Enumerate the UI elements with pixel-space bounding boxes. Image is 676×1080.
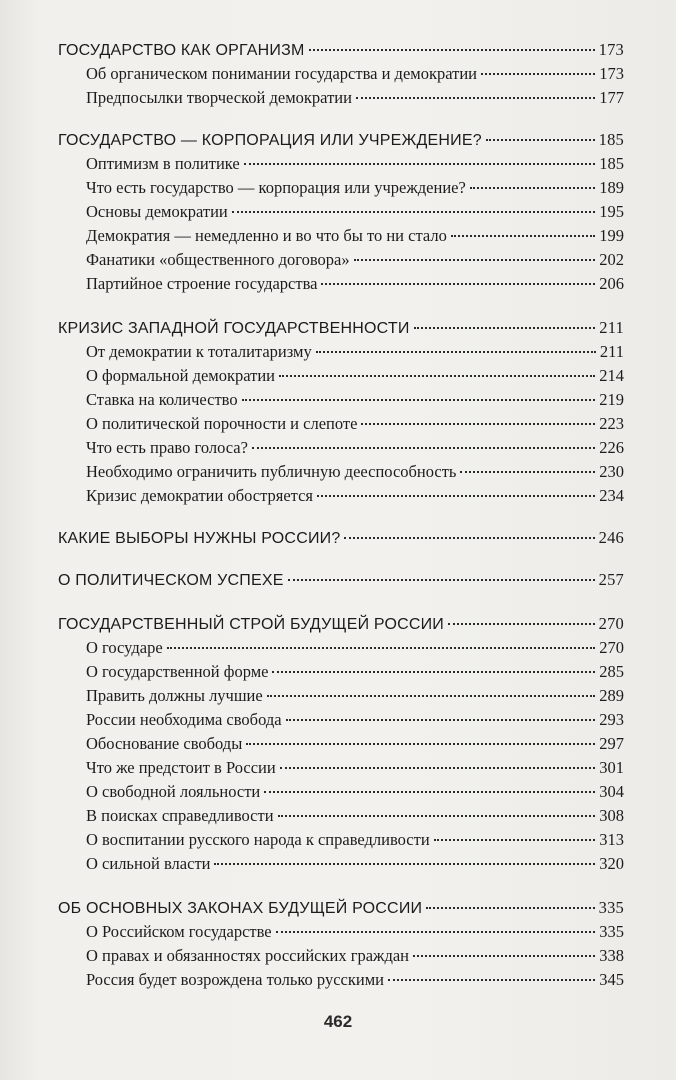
toc-entry-page: 313 bbox=[599, 830, 624, 849]
toc-entry-title: Фанатики «общественного договора» bbox=[86, 250, 350, 269]
toc-entry-page: 177 bbox=[599, 88, 624, 107]
toc-entry-page: 293 bbox=[599, 710, 624, 729]
toc-entry-page: 226 bbox=[599, 438, 624, 457]
toc-entry-title: Предпосылки творческой демократии bbox=[86, 88, 352, 107]
dot-leader bbox=[252, 446, 595, 449]
toc-entry-title: Править должны лучшие bbox=[86, 686, 263, 705]
toc-item-entry bbox=[58, 414, 624, 436]
dot-leader bbox=[309, 48, 595, 51]
toc-entry-page: 185 bbox=[598, 130, 624, 149]
toc-section-entry bbox=[58, 40, 624, 62]
toc-entry-page: 223 bbox=[599, 414, 624, 433]
dot-leader bbox=[214, 862, 595, 865]
dot-leader bbox=[321, 282, 595, 285]
toc-entry-page: 338 bbox=[599, 946, 624, 965]
dot-leader bbox=[286, 718, 596, 721]
toc-entry-title: О Российском государстве bbox=[86, 922, 272, 941]
toc-entry-page: 202 bbox=[599, 250, 624, 269]
toc-entry-page: 257 bbox=[598, 570, 624, 589]
toc-entry-title: От демократии к тоталитаризму bbox=[86, 342, 312, 361]
page-number: 462 bbox=[323, 1012, 353, 1031]
toc-entry-title: Ставка на количество bbox=[86, 390, 238, 409]
dot-leader bbox=[280, 766, 596, 769]
toc-entry-title: КРИЗИС ЗАПАДНОЙ ГОСУДАРСТВЕННОСТИ bbox=[58, 320, 410, 337]
toc-item-entry bbox=[58, 686, 624, 708]
toc-entry-page: 219 bbox=[599, 390, 624, 409]
toc-item-entry bbox=[58, 946, 624, 968]
toc-entry-page: 335 bbox=[599, 922, 624, 941]
toc-entry-title: О формальной демократии bbox=[86, 366, 276, 385]
toc-item-entry bbox=[58, 758, 624, 780]
toc-item-entry bbox=[58, 438, 624, 460]
toc-entry-title: ГОСУДАРСТВО КАК ОРГАНИЗМ bbox=[58, 42, 305, 59]
toc-entry-page: 234 bbox=[599, 486, 624, 505]
toc-entry-page: 270 bbox=[598, 614, 624, 633]
dot-leader bbox=[244, 162, 596, 165]
toc-entry-title: О ПОЛИТИЧЕСКОМ УСПЕХЕ bbox=[58, 572, 284, 589]
toc-entry-page: 304 bbox=[599, 782, 624, 801]
toc-item-entry bbox=[58, 806, 624, 828]
dot-leader bbox=[354, 258, 596, 261]
toc-entry-title: Что же предстоит в России bbox=[86, 758, 276, 777]
toc-entry-page: 195 bbox=[599, 202, 624, 221]
toc-item-entry bbox=[58, 922, 624, 944]
toc-item-entry bbox=[58, 366, 624, 388]
toc-entry-page: 189 bbox=[599, 178, 624, 197]
toc-item-entry bbox=[58, 854, 624, 876]
toc-entry-title: О свободной лояльности bbox=[86, 782, 261, 801]
toc-entry-page: 289 bbox=[599, 686, 624, 705]
toc-entry-page: 335 bbox=[598, 898, 624, 917]
toc-entry-page: 297 bbox=[599, 734, 624, 753]
toc-entry-page: 173 bbox=[598, 40, 624, 59]
dot-leader bbox=[344, 536, 594, 539]
toc-item-entry bbox=[58, 638, 624, 660]
dot-leader bbox=[361, 422, 595, 425]
toc-entry-page: 185 bbox=[599, 154, 624, 173]
toc-entry-title: О правах и обязанностях российских граждан bbox=[86, 946, 409, 965]
toc-entry-page: 214 bbox=[599, 366, 624, 385]
toc-item-entry bbox=[58, 734, 624, 756]
dot-leader bbox=[264, 790, 595, 793]
toc-entry-page: 211 bbox=[599, 342, 624, 361]
toc-entry-title: Демократия — немедленно и во что бы то ни стало bbox=[86, 226, 447, 245]
toc-entry-title: О государе bbox=[86, 638, 163, 657]
dot-leader bbox=[317, 494, 595, 497]
toc-entry-title: России необходима свобода bbox=[86, 710, 282, 729]
toc-entry-title: О воспитании русского народа к справедливости bbox=[86, 830, 430, 849]
dot-leader bbox=[279, 374, 595, 377]
dot-leader bbox=[413, 954, 595, 957]
toc-entry-page: 173 bbox=[599, 64, 624, 83]
toc-entry-page: 230 bbox=[599, 462, 624, 481]
toc-entry-title: ОБ ОСНОВНЫХ ЗАКОНАХ БУДУЩЕЙ РОССИИ bbox=[58, 900, 423, 917]
toc-entry-title: КАКИЕ ВЫБОРЫ НУЖНЫ РОССИИ? bbox=[58, 530, 341, 547]
dot-leader bbox=[451, 234, 595, 237]
toc-entry-page: 285 bbox=[599, 662, 624, 681]
toc-item-entry bbox=[58, 662, 624, 684]
toc-item-entry bbox=[58, 970, 624, 992]
toc-section-entry bbox=[58, 318, 624, 340]
dot-leader bbox=[481, 72, 595, 75]
toc-entry-page: 270 bbox=[599, 638, 624, 657]
toc-item-entry bbox=[58, 178, 624, 200]
toc-entry-page: 301 bbox=[599, 758, 624, 777]
toc-item-entry bbox=[58, 274, 624, 296]
toc-section-entry bbox=[58, 528, 624, 550]
toc-entry-page: 246 bbox=[598, 528, 624, 547]
toc-section-entry bbox=[58, 614, 624, 636]
toc-entry-page: 320 bbox=[599, 854, 624, 873]
toc-entry-title: Основы демократии bbox=[86, 202, 228, 221]
toc-item-entry bbox=[58, 64, 624, 86]
toc-entry-title: Что есть государство — корпорация или учреждение? bbox=[86, 178, 466, 197]
toc-entry-title: О политической порочности и слепоте bbox=[86, 414, 358, 433]
toc-entry-page: 199 bbox=[599, 226, 624, 245]
dot-leader bbox=[246, 742, 595, 745]
toc-item-entry bbox=[58, 390, 624, 412]
toc-entry-page: 206 bbox=[599, 274, 624, 293]
dot-leader bbox=[388, 978, 595, 981]
toc-section-entry bbox=[58, 130, 624, 152]
dot-leader bbox=[486, 138, 595, 141]
dot-leader bbox=[276, 930, 596, 933]
toc-item-entry bbox=[58, 710, 624, 732]
dot-leader bbox=[448, 622, 595, 625]
dot-leader bbox=[426, 906, 594, 909]
toc-entry-title: Россия будет возрождена только русскими bbox=[86, 970, 384, 989]
dot-leader bbox=[434, 838, 596, 841]
toc-item-entry bbox=[58, 782, 624, 804]
dot-leader bbox=[232, 210, 595, 213]
dot-leader bbox=[288, 578, 595, 581]
dot-leader bbox=[242, 398, 596, 401]
toc-entry-title: Оптимизм в политике bbox=[86, 154, 240, 173]
dot-leader bbox=[356, 96, 595, 99]
dot-leader bbox=[414, 326, 596, 329]
dot-leader bbox=[267, 694, 596, 697]
toc-item-entry bbox=[58, 226, 624, 248]
toc-item-entry bbox=[58, 486, 624, 508]
dot-leader bbox=[460, 470, 595, 473]
toc-entry-title: ГОСУДАРСТВО — КОРПОРАЦИЯ ИЛИ УЧРЕЖДЕНИЕ? bbox=[58, 132, 482, 149]
toc-entry-page: 308 bbox=[599, 806, 624, 825]
toc-item-entry bbox=[58, 342, 624, 364]
dot-leader bbox=[272, 670, 595, 673]
toc-entry-title: Об органическом понимании государства и демократии bbox=[86, 64, 477, 83]
dot-leader bbox=[470, 186, 595, 189]
toc-entry-title: Что есть право голоса? bbox=[86, 438, 248, 457]
toc-entry-title: Партийное строение государства bbox=[86, 274, 318, 293]
toc-item-entry bbox=[58, 462, 624, 484]
toc-entry-page: 211 bbox=[599, 318, 624, 337]
toc-entry-title: О сильной власти bbox=[86, 854, 211, 873]
dot-leader bbox=[316, 350, 596, 353]
toc-item-entry bbox=[58, 88, 624, 110]
toc-entry-title: Необходимо ограничить публичную дееспособность bbox=[86, 462, 457, 481]
toc-entry-title: ГОСУДАРСТВЕННЫЙ СТРОЙ БУДУЩЕЙ РОССИИ bbox=[58, 616, 444, 633]
toc-entry-page: 345 bbox=[599, 970, 624, 989]
toc-entry-title: Обоснование свободы bbox=[86, 734, 243, 753]
toc-section-entry bbox=[58, 898, 624, 920]
dot-leader bbox=[278, 814, 596, 817]
toc-entry-title: О государственной форме bbox=[86, 662, 269, 681]
toc-section-entry bbox=[58, 570, 624, 592]
toc-entry-title: В поисках справедливости bbox=[86, 806, 274, 825]
dot-leader bbox=[167, 646, 596, 649]
toc-entry-title: Кризис демократии обостряется bbox=[86, 486, 313, 505]
toc-item-entry bbox=[58, 202, 624, 224]
toc-item-entry bbox=[58, 830, 624, 852]
toc-item-entry bbox=[58, 154, 624, 176]
toc-item-entry bbox=[58, 250, 624, 272]
